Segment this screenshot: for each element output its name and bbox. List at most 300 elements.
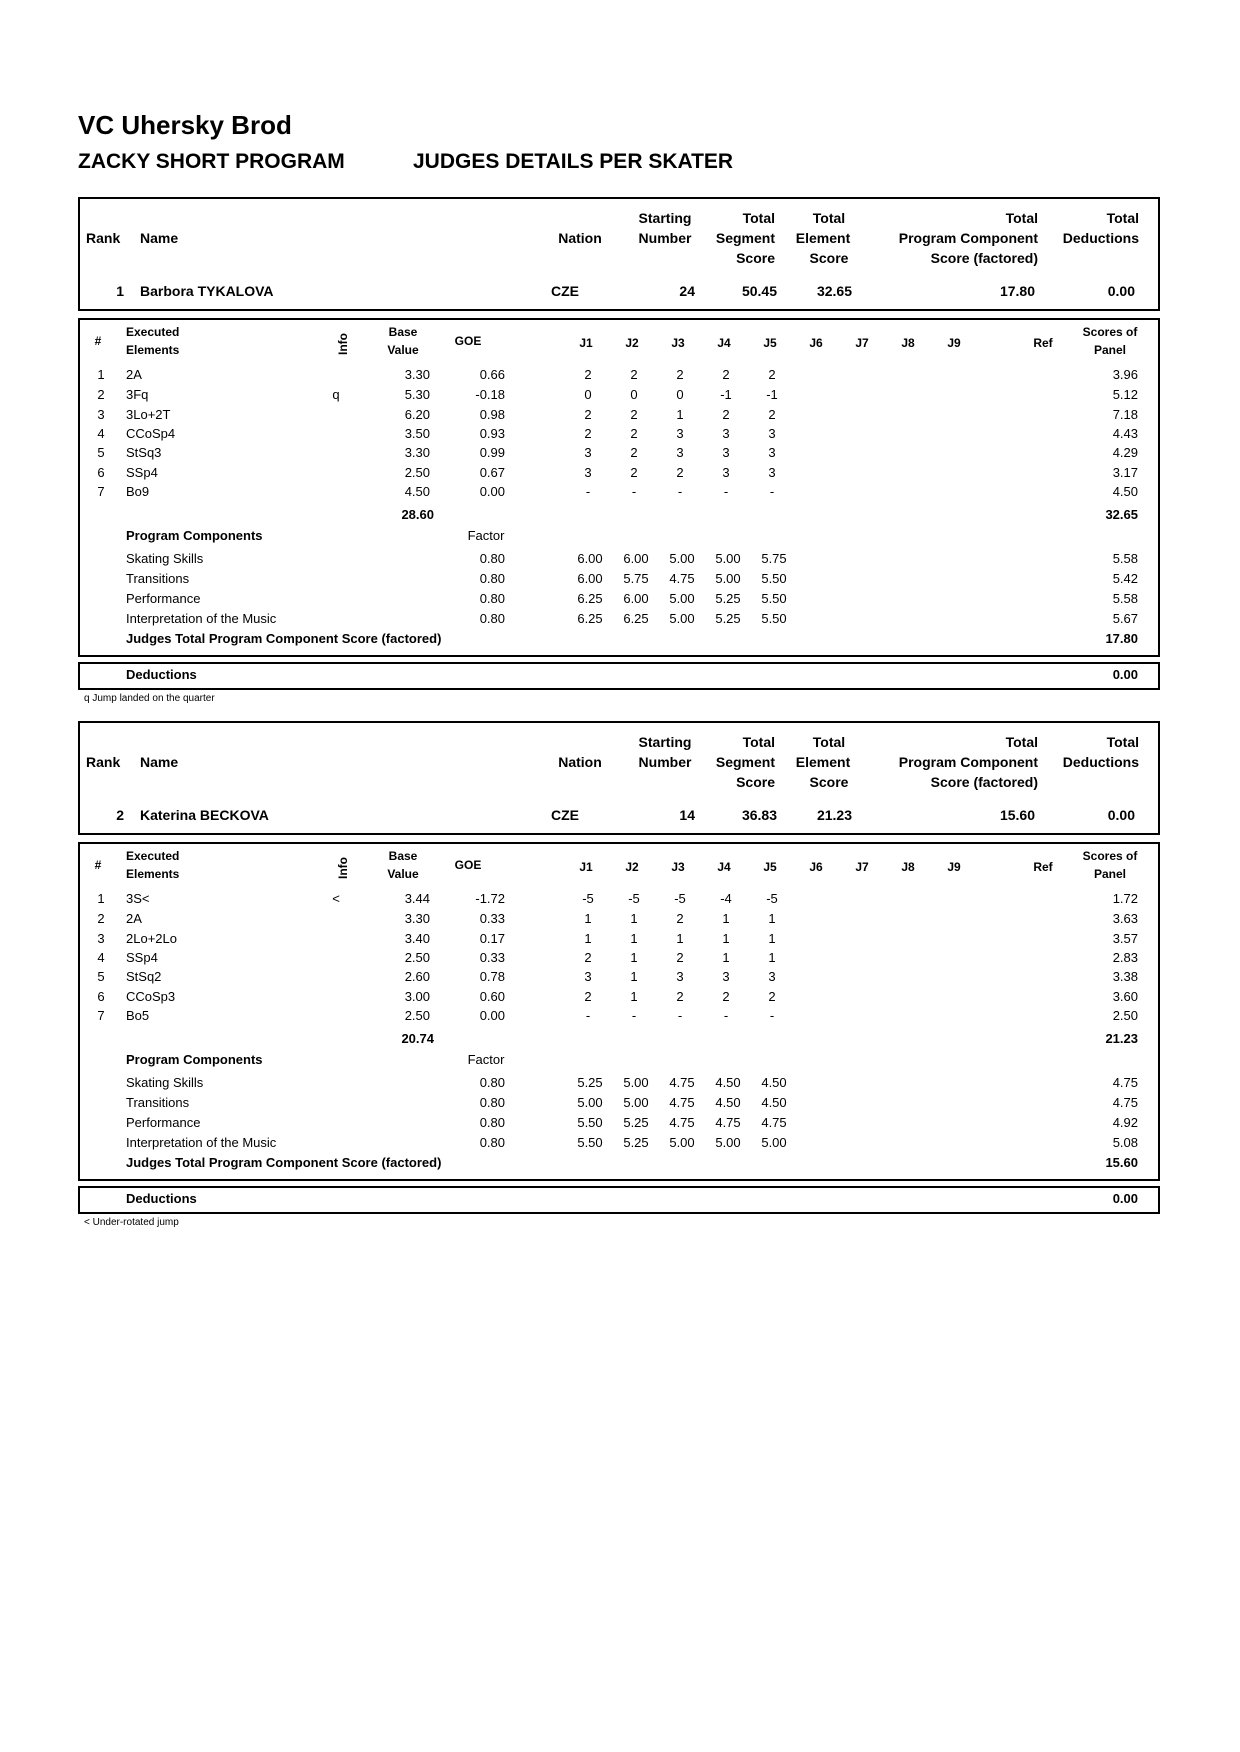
element-code: 3Lo+2T bbox=[126, 407, 171, 422]
element-judge-score: 1 bbox=[768, 931, 776, 946]
element-info: q bbox=[332, 387, 340, 402]
element-judge-score: 1 bbox=[676, 931, 684, 946]
element-judge-score: 1 bbox=[630, 969, 638, 984]
element-judge-score: - bbox=[769, 1008, 775, 1023]
element-number: 6 bbox=[97, 989, 105, 1004]
skater-tss: 50.45 bbox=[741, 283, 777, 299]
element-info: < bbox=[332, 891, 340, 906]
element-number: 6 bbox=[97, 465, 105, 480]
goe-header: GOE bbox=[454, 858, 482, 872]
element-number: 2 bbox=[97, 387, 105, 402]
component-judge-score: 6.25 bbox=[577, 591, 603, 606]
judge-header-j7: J7 bbox=[855, 860, 869, 874]
element-judge-score: 3 bbox=[584, 445, 592, 460]
component-name: Performance bbox=[126, 1115, 201, 1130]
judge-header-j4: J4 bbox=[717, 336, 731, 350]
component-judge-score: 5.50 bbox=[761, 571, 787, 586]
base-value-total: 20.74 bbox=[401, 1031, 434, 1046]
pcs-header-2: Program Component bbox=[898, 754, 1038, 770]
judge-header-j2: J2 bbox=[625, 336, 639, 350]
element-judge-score: 2 bbox=[584, 989, 592, 1004]
element-judge-score: 2 bbox=[676, 367, 684, 382]
pcs-header-1: Total bbox=[1005, 210, 1038, 226]
element-judge-score: 2 bbox=[768, 989, 776, 1004]
skater-deductions: 0.00 bbox=[1107, 807, 1135, 823]
component-judge-score: 5.50 bbox=[577, 1115, 603, 1130]
element-judge-score: - bbox=[769, 484, 775, 499]
tss-header-3: Score bbox=[736, 250, 775, 266]
component-judge-score: 5.25 bbox=[623, 1135, 649, 1150]
component-panel-score: 5.08 bbox=[1112, 1135, 1138, 1150]
component-judge-score: 5.50 bbox=[577, 1135, 603, 1150]
judge-header-j9: J9 bbox=[947, 336, 961, 350]
component-panel-score: 5.58 bbox=[1112, 591, 1138, 606]
component-name: Skating Skills bbox=[126, 1075, 204, 1090]
deductions-label: Deductions bbox=[126, 667, 197, 682]
element-goe: 0.67 bbox=[479, 465, 505, 480]
element-judge-score: 2 bbox=[722, 407, 730, 422]
component-judge-score: 5.75 bbox=[761, 551, 787, 566]
skater-tss: 36.83 bbox=[741, 807, 777, 823]
skater-rank: 2 bbox=[116, 807, 124, 823]
rank-header: Rank bbox=[86, 754, 121, 770]
component-judge-score: 6.25 bbox=[623, 611, 649, 626]
element-judge-score: - bbox=[585, 484, 591, 499]
tes-header-1: Total bbox=[812, 210, 846, 226]
component-judge-score: 5.00 bbox=[715, 551, 741, 566]
nation-header: Nation bbox=[558, 230, 602, 246]
nation-header: Nation bbox=[558, 754, 602, 770]
element-judge-score: 0 bbox=[584, 387, 592, 402]
element-number: 5 bbox=[97, 445, 105, 460]
pcs-header-3: Score (factored) bbox=[930, 250, 1038, 266]
starting-header-2: Number bbox=[638, 230, 692, 246]
rank-header: Rank bbox=[86, 230, 121, 246]
element-judge-score: 3 bbox=[722, 445, 730, 460]
component-factor: 0.80 bbox=[479, 591, 505, 606]
judge-header-j5: J5 bbox=[763, 336, 777, 350]
component-judge-score: 5.00 bbox=[761, 1135, 787, 1150]
element-judge-score: 1 bbox=[630, 989, 638, 1004]
component-panel-score: 5.67 bbox=[1112, 611, 1138, 626]
element-base-value: 2.50 bbox=[404, 1008, 430, 1023]
component-judge-score: 4.75 bbox=[715, 1115, 741, 1130]
element-judge-score: 1 bbox=[630, 911, 638, 926]
element-judge-score: 0 bbox=[676, 387, 684, 402]
deductions-total: 0.00 bbox=[1112, 1191, 1138, 1206]
ded-header-1: Total bbox=[1106, 734, 1139, 750]
element-judge-score: - bbox=[723, 1008, 729, 1023]
judges-total-label: Judges Total Program Component Score (factored) bbox=[126, 631, 442, 646]
element-code: 2A bbox=[126, 367, 142, 382]
element-judge-score: 3 bbox=[768, 969, 776, 984]
skater-tes: 32.65 bbox=[816, 283, 852, 299]
skater-name: Katerina BECKOVA bbox=[140, 807, 269, 823]
tes-header-3: Score bbox=[809, 250, 849, 266]
tss-header-1: Total bbox=[742, 210, 775, 226]
scores-panel-header-2: Panel bbox=[1093, 867, 1126, 881]
ded-header-2: Deductions bbox=[1062, 230, 1139, 246]
element-panel-score: 3.63 bbox=[1112, 911, 1138, 926]
element-goe: 0.33 bbox=[479, 911, 505, 926]
component-judge-score: 5.00 bbox=[715, 1135, 741, 1150]
element-goe: 0.78 bbox=[479, 969, 505, 984]
tes-header-3: Score bbox=[809, 774, 849, 790]
element-code: 2A bbox=[126, 911, 142, 926]
judge-header-j8: J8 bbox=[901, 860, 915, 874]
pcs-header-1: Total bbox=[1005, 734, 1038, 750]
component-judge-score: 4.50 bbox=[715, 1075, 741, 1090]
component-name: Interpretation of the Music bbox=[126, 1135, 277, 1150]
executed-header-1: Executed bbox=[126, 849, 180, 863]
element-code: CCoSp3 bbox=[126, 989, 176, 1004]
element-code: StSq3 bbox=[126, 445, 162, 460]
element-goe: 0.93 bbox=[479, 426, 505, 441]
element-judge-score: 2 bbox=[584, 950, 592, 965]
element-goe: 0.17 bbox=[479, 931, 505, 946]
program-components-header: Program Components bbox=[126, 528, 263, 543]
component-judge-score: 5.00 bbox=[623, 1075, 649, 1090]
element-panel-score: 4.50 bbox=[1112, 484, 1138, 499]
element-judge-score: 2 bbox=[676, 950, 684, 965]
element-panel-score: 3.38 bbox=[1112, 969, 1138, 984]
element-number: 2 bbox=[97, 911, 105, 926]
element-judge-score: 1 bbox=[722, 931, 730, 946]
element-judge-score: 1 bbox=[630, 950, 638, 965]
tes-header-2: Element bbox=[795, 230, 851, 246]
element-judge-score: 2 bbox=[676, 911, 684, 926]
element-number: 4 bbox=[97, 950, 105, 965]
element-judge-score: 3 bbox=[676, 969, 684, 984]
element-judge-score: 3 bbox=[584, 969, 592, 984]
element-base-value: 4.50 bbox=[404, 484, 430, 499]
element-judge-score: 1 bbox=[584, 931, 592, 946]
skater-start-number: 14 bbox=[679, 807, 695, 823]
element-panel-score: 4.43 bbox=[1112, 426, 1138, 441]
element-judge-score: -5 bbox=[628, 891, 640, 906]
name-header: Name bbox=[140, 754, 179, 770]
element-judge-score: 2 bbox=[584, 367, 592, 382]
component-judge-score: 4.50 bbox=[761, 1075, 787, 1090]
skater-nation: CZE bbox=[551, 283, 579, 299]
component-factor: 0.80 bbox=[479, 1135, 505, 1150]
tes-header-1: Total bbox=[812, 734, 846, 750]
element-judge-score: - bbox=[677, 1008, 683, 1023]
component-name: Transitions bbox=[126, 1095, 190, 1110]
component-panel-score: 5.42 bbox=[1112, 571, 1138, 586]
element-base-value: 3.30 bbox=[404, 445, 430, 460]
factor-header: Factor bbox=[467, 1052, 505, 1067]
element-judge-score: -5 bbox=[582, 891, 594, 906]
element-code: 3Fq bbox=[126, 387, 149, 402]
element-goe: 0.00 bbox=[479, 1008, 505, 1023]
component-panel-score: 4.75 bbox=[1112, 1095, 1138, 1110]
deductions-box bbox=[78, 662, 1160, 690]
component-judge-score: 5.75 bbox=[623, 571, 649, 586]
element-judge-score: 2 bbox=[768, 367, 776, 382]
base-value-header-2: Value bbox=[387, 343, 419, 357]
num-header: # bbox=[94, 334, 102, 348]
component-judge-score: 5.50 bbox=[761, 611, 787, 626]
num-header: # bbox=[94, 858, 102, 872]
component-judge-score: 6.00 bbox=[577, 551, 603, 566]
component-judge-score: 4.50 bbox=[715, 1095, 741, 1110]
component-judge-score: 4.75 bbox=[669, 1115, 695, 1130]
component-panel-score: 4.75 bbox=[1112, 1075, 1138, 1090]
element-number: 7 bbox=[97, 484, 105, 499]
element-judge-score: -5 bbox=[766, 891, 778, 906]
element-base-value: 3.40 bbox=[404, 931, 430, 946]
component-judge-score: 5.25 bbox=[715, 611, 741, 626]
component-name: Interpretation of the Music bbox=[126, 611, 277, 626]
element-goe: 0.66 bbox=[479, 367, 505, 382]
element-panel-score: 3.17 bbox=[1112, 465, 1138, 480]
element-goe: -0.18 bbox=[475, 387, 505, 402]
skater-nation: CZE bbox=[551, 807, 579, 823]
competition-title: VC Uhersky Brod bbox=[78, 110, 292, 140]
element-base-value: 3.00 bbox=[404, 989, 430, 1004]
scores-panel-header-1: Scores of bbox=[1082, 325, 1138, 339]
deductions-total: 0.00 bbox=[1112, 667, 1138, 682]
element-judge-score: 3 bbox=[722, 465, 730, 480]
element-base-value: 2.50 bbox=[404, 465, 430, 480]
element-judge-score: 2 bbox=[722, 367, 730, 382]
element-judge-score: 2 bbox=[584, 407, 592, 422]
element-code: StSq2 bbox=[126, 969, 162, 984]
component-judge-score: 5.00 bbox=[669, 1135, 695, 1150]
element-judge-score: 3 bbox=[722, 426, 730, 441]
skater-deductions: 0.00 bbox=[1107, 283, 1135, 299]
element-judge-score: 3 bbox=[676, 445, 684, 460]
element-judge-score: 1 bbox=[676, 407, 684, 422]
element-base-value: 2.50 bbox=[404, 950, 430, 965]
report-title: JUDGES DETAILS PER SKATER bbox=[413, 150, 734, 173]
element-judge-score: 2 bbox=[630, 465, 638, 480]
element-judge-score: 3 bbox=[768, 445, 776, 460]
ref-header: Ref bbox=[1033, 336, 1053, 350]
element-judge-score: - bbox=[585, 1008, 591, 1023]
tss-header-2: Segment bbox=[715, 754, 775, 770]
component-judge-score: 4.75 bbox=[669, 1095, 695, 1110]
component-judge-score: 5.25 bbox=[715, 591, 741, 606]
element-judge-score: -1 bbox=[766, 387, 778, 402]
component-factor: 0.80 bbox=[479, 1095, 505, 1110]
ded-header-2: Deductions bbox=[1062, 754, 1139, 770]
base-value-header-1: Base bbox=[388, 325, 418, 339]
goe-header: GOE bbox=[454, 334, 482, 348]
element-number: 3 bbox=[97, 407, 105, 422]
element-base-value: 3.44 bbox=[404, 891, 430, 906]
component-judge-score: 4.50 bbox=[761, 1095, 787, 1110]
element-code: SSp4 bbox=[126, 465, 158, 480]
component-judge-score: 5.00 bbox=[669, 611, 695, 626]
element-judge-score: 2 bbox=[584, 426, 592, 441]
ded-header-1: Total bbox=[1106, 210, 1139, 226]
element-panel-score: 2.83 bbox=[1112, 950, 1138, 965]
executed-header-1: Executed bbox=[126, 325, 180, 339]
element-goe: 0.98 bbox=[479, 407, 505, 422]
judge-header-j3: J3 bbox=[671, 336, 685, 350]
skater-rank: 1 bbox=[116, 283, 124, 299]
element-judge-score: 3 bbox=[584, 465, 592, 480]
skater-pcs: 17.80 bbox=[999, 283, 1035, 299]
element-goe: 0.60 bbox=[479, 989, 505, 1004]
name-header: Name bbox=[140, 230, 179, 246]
judge-header-j7: J7 bbox=[855, 336, 869, 350]
program-title: ZACKY SHORT PROGRAM bbox=[78, 150, 345, 173]
element-judge-score: 2 bbox=[722, 989, 730, 1004]
elements-panel-total: 32.65 bbox=[1105, 507, 1138, 522]
component-factor: 0.80 bbox=[479, 551, 505, 566]
element-judge-score: 1 bbox=[722, 911, 730, 926]
element-judge-score: 3 bbox=[768, 465, 776, 480]
element-judge-score: 1 bbox=[584, 911, 592, 926]
component-judge-score: 5.00 bbox=[577, 1095, 603, 1110]
info-header: Info bbox=[336, 857, 350, 879]
scores-panel-header-1: Scores of bbox=[1082, 849, 1138, 863]
element-panel-score: 5.12 bbox=[1112, 387, 1138, 402]
component-name: Skating Skills bbox=[126, 551, 204, 566]
element-code: SSp4 bbox=[126, 950, 158, 965]
factor-header: Factor bbox=[467, 528, 505, 543]
skater-pcs: 15.60 bbox=[999, 807, 1035, 823]
element-judge-score: 2 bbox=[630, 407, 638, 422]
element-judge-score: 3 bbox=[768, 426, 776, 441]
element-judge-score: - bbox=[723, 484, 729, 499]
element-code: Bo5 bbox=[126, 1008, 150, 1023]
element-panel-score: 7.18 bbox=[1112, 407, 1138, 422]
judge-header-j1: J1 bbox=[579, 860, 593, 874]
deductions-box bbox=[78, 1186, 1160, 1214]
element-base-value: 3.30 bbox=[404, 367, 430, 382]
judge-header-j6: J6 bbox=[809, 336, 823, 350]
tss-header-3: Score bbox=[736, 774, 775, 790]
component-factor: 0.80 bbox=[479, 611, 505, 626]
skater-start-number: 24 bbox=[679, 283, 695, 299]
component-judge-score: 5.25 bbox=[623, 1115, 649, 1130]
component-judge-score: 5.00 bbox=[715, 571, 741, 586]
component-judge-score: 6.25 bbox=[577, 611, 603, 626]
executed-header-2: Elements bbox=[126, 343, 180, 357]
element-base-value: 2.60 bbox=[404, 969, 430, 984]
element-judge-score: 2 bbox=[676, 989, 684, 1004]
element-panel-score: 1.72 bbox=[1112, 891, 1138, 906]
pcs-header-2: Program Component bbox=[898, 230, 1038, 246]
component-judge-score: 6.00 bbox=[623, 551, 649, 566]
program-components-header: Program Components bbox=[126, 1052, 263, 1067]
element-judge-score: 0 bbox=[630, 387, 638, 402]
judges-total-label: Judges Total Program Component Score (factored) bbox=[126, 1155, 442, 1170]
tss-header-2: Segment bbox=[715, 230, 775, 246]
element-judge-score: 1 bbox=[768, 911, 776, 926]
judge-header-j1: J1 bbox=[579, 336, 593, 350]
tes-header-2: Element bbox=[795, 754, 851, 770]
component-judge-score: 5.00 bbox=[669, 591, 695, 606]
element-goe: 0.33 bbox=[479, 950, 505, 965]
base-value-header-2: Value bbox=[387, 867, 419, 881]
elements-panel-total: 21.23 bbox=[1105, 1031, 1138, 1046]
component-judge-score: 5.00 bbox=[623, 1095, 649, 1110]
element-judge-score: 3 bbox=[676, 426, 684, 441]
pcs-total: 17.80 bbox=[1105, 631, 1138, 646]
component-judge-score: 4.75 bbox=[669, 571, 695, 586]
element-judge-score: 2 bbox=[630, 426, 638, 441]
component-judge-score: 4.75 bbox=[669, 1075, 695, 1090]
component-judge-score: 4.75 bbox=[761, 1115, 787, 1130]
executed-header-2: Elements bbox=[126, 867, 180, 881]
element-code: 2Lo+2Lo bbox=[126, 931, 177, 946]
judge-header-j2: J2 bbox=[625, 860, 639, 874]
scores-panel-header-2: Panel bbox=[1093, 343, 1126, 357]
element-judge-score: 2 bbox=[768, 407, 776, 422]
base-value-total: 28.60 bbox=[401, 507, 434, 522]
component-panel-score: 5.58 bbox=[1112, 551, 1138, 566]
skater-tes: 21.23 bbox=[816, 807, 852, 823]
element-base-value: 5.30 bbox=[404, 387, 430, 402]
element-judge-score: 1 bbox=[722, 950, 730, 965]
element-panel-score: 4.29 bbox=[1112, 445, 1138, 460]
component-judge-score: 5.50 bbox=[761, 591, 787, 606]
element-judge-score: 1 bbox=[768, 950, 776, 965]
footnote: q Jump landed on the quarter bbox=[84, 693, 215, 704]
element-panel-score: 3.60 bbox=[1112, 989, 1138, 1004]
element-panel-score: 3.96 bbox=[1112, 367, 1138, 382]
footnote: < Under-rotated jump bbox=[84, 1217, 179, 1228]
element-judge-score: 2 bbox=[630, 445, 638, 460]
element-judge-score: -4 bbox=[720, 891, 732, 906]
component-judge-score: 6.00 bbox=[577, 571, 603, 586]
component-judge-score: 5.25 bbox=[577, 1075, 603, 1090]
component-name: Transitions bbox=[126, 571, 190, 586]
element-base-value: 3.50 bbox=[404, 426, 430, 441]
starting-header-1: Starting bbox=[638, 210, 692, 226]
component-factor: 0.80 bbox=[479, 1075, 505, 1090]
element-judge-score: 2 bbox=[676, 465, 684, 480]
element-judge-score: 3 bbox=[722, 969, 730, 984]
judge-header-j3: J3 bbox=[671, 860, 685, 874]
component-panel-score: 4.92 bbox=[1112, 1115, 1138, 1130]
element-judge-score: 2 bbox=[630, 367, 638, 382]
element-code: Bo9 bbox=[126, 484, 150, 499]
element-judge-score: 1 bbox=[630, 931, 638, 946]
component-judge-score: 6.00 bbox=[623, 591, 649, 606]
element-goe: 0.00 bbox=[479, 484, 505, 499]
element-number: 7 bbox=[97, 1008, 105, 1023]
component-factor: 0.80 bbox=[479, 1115, 505, 1130]
deductions-label: Deductions bbox=[126, 1191, 197, 1206]
element-panel-score: 3.57 bbox=[1112, 931, 1138, 946]
element-judge-score: -1 bbox=[720, 387, 732, 402]
skater-name: Barbora TYKALOVA bbox=[140, 283, 274, 299]
element-number: 4 bbox=[97, 426, 105, 441]
starting-header-1: Starting bbox=[638, 734, 692, 750]
element-judge-score: - bbox=[677, 484, 683, 499]
judge-header-j9: J9 bbox=[947, 860, 961, 874]
element-code: 3S< bbox=[126, 891, 150, 906]
judge-header-j6: J6 bbox=[809, 860, 823, 874]
component-factor: 0.80 bbox=[479, 571, 505, 586]
component-name: Performance bbox=[126, 591, 201, 606]
element-goe: -1.72 bbox=[475, 891, 505, 906]
element-number: 1 bbox=[97, 891, 105, 906]
element-base-value: 6.20 bbox=[404, 407, 430, 422]
base-value-header-1: Base bbox=[388, 849, 418, 863]
judge-header-j8: J8 bbox=[901, 336, 915, 350]
element-goe: 0.99 bbox=[479, 445, 505, 460]
element-code: CCoSp4 bbox=[126, 426, 176, 441]
component-judge-score: 5.00 bbox=[669, 551, 695, 566]
element-panel-score: 2.50 bbox=[1112, 1008, 1138, 1023]
